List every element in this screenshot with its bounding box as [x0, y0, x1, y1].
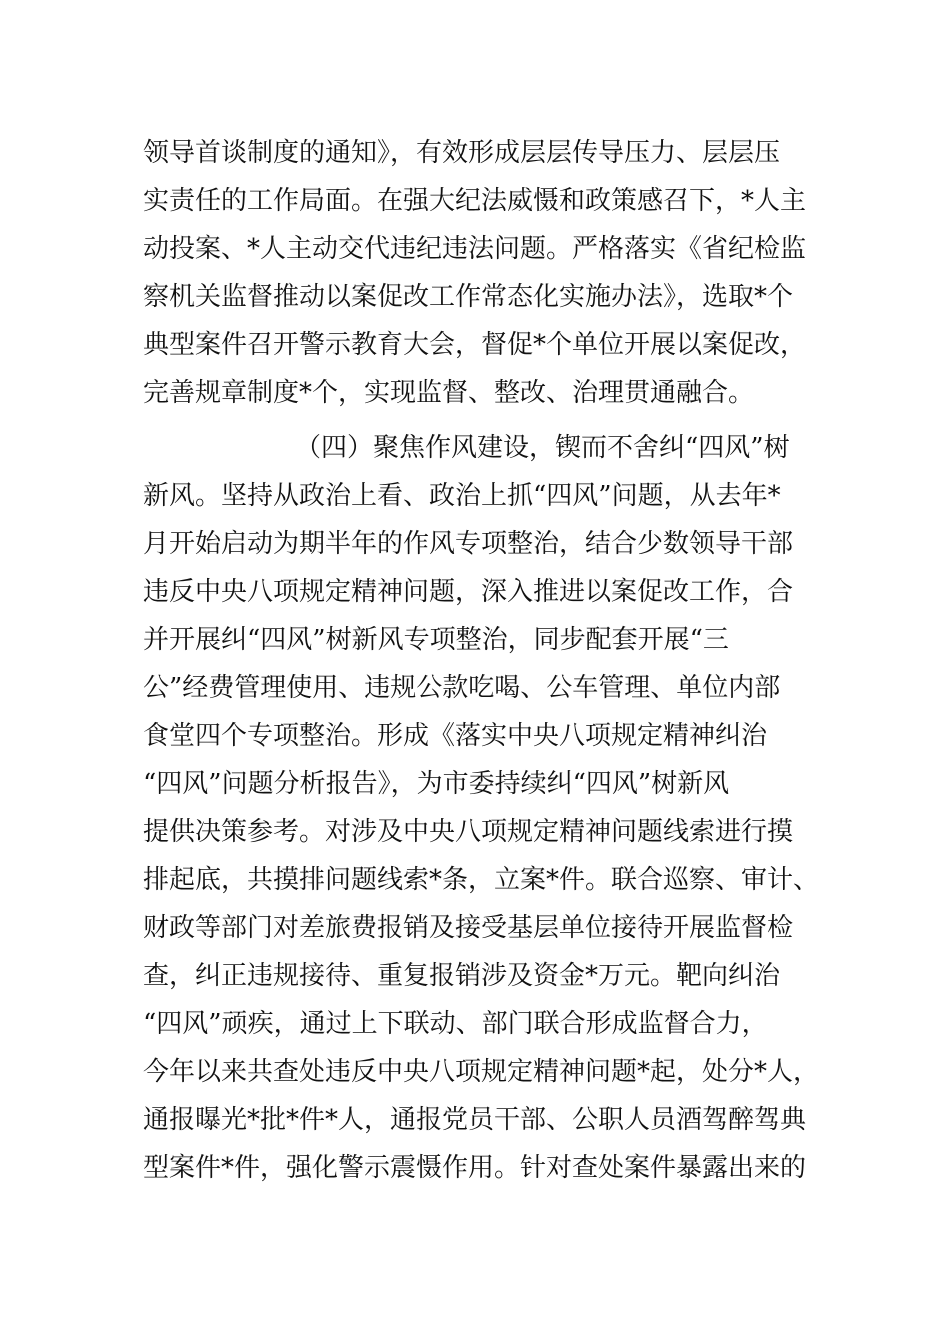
paragraph-line-20: 今年以来共查处违反中央八项规定精神问题*起，处分*人，	[143, 1057, 820, 1087]
paragraph-line-19: “四风”顽疾，通过上下联动、部门联合形成监督合力，	[143, 1009, 768, 1039]
paragraph-line-15: 提供决策参考。对涉及中央八项规定精神问题线索进行摸	[143, 817, 794, 847]
paragraph-line-16: 排起底，共摸排问题线索*条，立案*件。联合巡察、审计、	[143, 865, 820, 895]
paragraph-line-5: 典型案件召开警示教育大会，督促*个单位开展以案促改，	[143, 330, 807, 360]
paragraph-line-1: 领导首谈制度的通知》，有效形成层层传导压力、层层压	[143, 138, 781, 168]
paragraph-line-17: 财政等部门对差旅费报销及接受基层单位接待开展监督检	[143, 913, 794, 943]
paragraph-line-9: 月开始启动为期半年的作风专项整治，结合少数领导干部	[143, 529, 794, 559]
paragraph-line-11: 并开展纠“四风”树新风专项整治，同步配套开展“三	[143, 625, 729, 655]
paragraph-line-10: 违反中央八项规定精神问题，深入推进以案促改工作，合	[143, 577, 794, 607]
paragraph-line-2: 实责任的工作局面。在强大纪法威慑和政策感召下，*人主	[143, 186, 807, 216]
paragraph-line-3: 动投案、*人主动交代违纪违法问题。严格落实《省纪检监	[143, 234, 807, 264]
section-heading-line: （四）聚焦作风建设，锲而不舍纠“四风”树	[295, 433, 790, 463]
paragraph-line-22: 型案件*件，强化警示震慑作用。针对查处案件暴露出来的	[143, 1153, 807, 1183]
paragraph-line-4: 察机关监督推动以案促改工作常态化实施办法》，选取*个	[143, 282, 794, 312]
paragraph-line-14: “四风”问题分析报告》，为市委持续纠“四风”树新风	[143, 769, 730, 799]
paragraph-line-13: 食堂四个专项整治。形成《落实中央八项规定精神纠治	[143, 721, 768, 751]
paragraph-line-12: 公”经费管理使用、违规公款吃喝、公车管理、单位内部	[143, 673, 781, 703]
paragraph-line-18: 查，纠正违规接待、重复报销涉及资金*万元。靶向纠治	[143, 961, 781, 991]
paragraph-line-8: 新风。坚持从政治上看、政治上抓“四风”问题，从去年*	[143, 481, 781, 511]
paragraph-line-6: 完善规章制度*个，实现监督、整改、治理贯通融合。	[143, 378, 755, 408]
paragraph-line-21: 通报曝光*批*件*人，通报党员干部、公职人员酒驾醉驾典	[143, 1105, 807, 1135]
